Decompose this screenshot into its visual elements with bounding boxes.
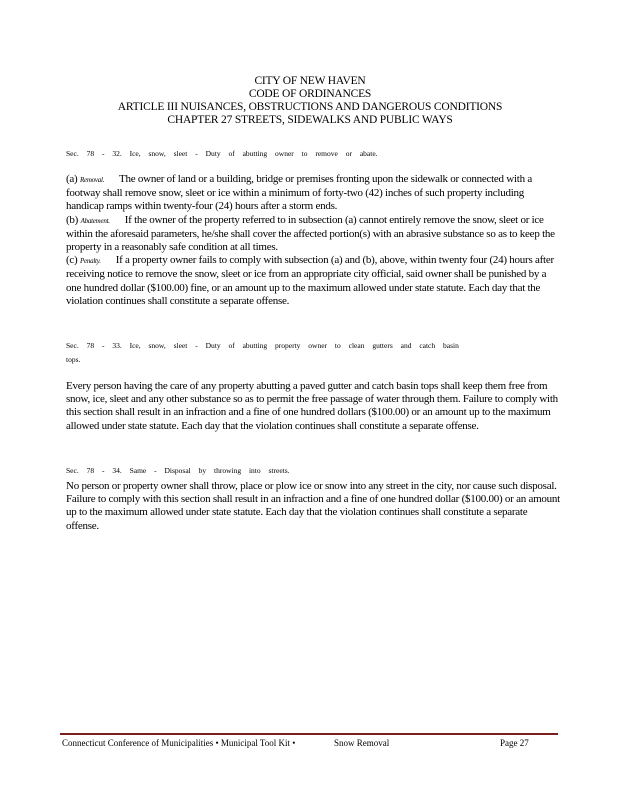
subsection-b-text: If the owner of the property referred to in subsection (a) cannot entirely remove the snow, sleet or ice within the aforesaid parameters, he/she shall cover the affected portion(s) with an abrasive substance so as to keep the property in a reasonably safe condition at all times. <box>66 213 555 254</box>
header-article: ARTICLE III NUISANCES, OBSTRUCTIONS AND DANGEROUS CONDITIONS <box>117 101 503 113</box>
header-city: CITY OF NEW HAVEN <box>254 75 366 87</box>
header-chapter: CHAPTER 27 STREETS, SIDEWALKS AND PUBLIC WAYS <box>167 114 453 126</box>
header-code: CODE OF ORDINANCES <box>248 88 372 100</box>
footer-page-number: Page 27 <box>500 738 529 748</box>
section-33-body: Every person having the care of any property abutting a paved gutter and catch basin tops shall keep them free from snow, ice, sleet and any other substance so as to permit the free passage of water through them. Failure to comply with this section shall result in an infraction and a fine of one hundred dollars ($100.00) or an amount up to the maximum allowed under state statute. Each day that the violation continues shall constitute a separate offense. <box>66 380 558 432</box>
subsection-a <box>66 173 560 214</box>
subsection-b-label: (b) <box>66 213 79 226</box>
section-33-heading: Sec. 78 - 33. Ice, snow, sleet - Duty of abutting property owner to clean gutters and catch basin <box>66 341 459 350</box>
section-33-heading-cont: tops. <box>66 355 81 364</box>
subsection-b <box>66 214 560 255</box>
footer-rule <box>60 733 558 735</box>
section-32-heading: Sec. 78 - 32. Ice, snow, sleet - Duty of abutting owner to remove or abate. <box>66 149 378 158</box>
subsection-c-tag: Penalty. <box>79 257 101 266</box>
subsection-b-tag: Abatement. <box>80 216 110 225</box>
subsection-c-label: (c) <box>66 254 78 267</box>
subsection-a-label: (a) <box>66 173 78 185</box>
section-34-body: No person or property owner shall throw, place or plow ice or snow into any street in the city, nor cause such disposal. Failure to comply with this section shall result in an infraction and a fine of one hundred dollar ($100.00) or an amount up to the maximum allowed under state statute. Each day that the violation continues shall constitute a separate offense. <box>66 480 560 532</box>
section-34-heading: Sec. 78 - 34. Same - Disposal by throwing into streets. <box>66 466 290 475</box>
footer-publisher: Connecticut Conference of Municipalities • Municipal Tool Kit • <box>62 738 296 748</box>
section-32-body <box>66 173 560 308</box>
subsection-a-text: The owner of land or a building, bridge or premises fronting upon the sidewalk or connected with a footway shall remove snow, sleet or ice within a minimum of forty-two (42) inches of such property including handicap ramps within twenty-four (24) hours after a storm ends. <box>66 173 532 213</box>
subsection-a-tag: Removal. <box>79 176 105 184</box>
footer-topic: Snow Removal <box>334 738 390 748</box>
subsection-c <box>66 254 560 308</box>
subsection-c-text: If a property owner fails to comply with subsection (a) and (b), above, within twenty four (24) hours after receiving notice to remove the snow, sleet or ice from an appropriate city official, said owner shall be punished by a one hundred dollar ($100.00) fine, or an amount up to the maximum allowed under state statute. Each day that the violation continues shall constitute a separate offense. <box>66 254 554 307</box>
